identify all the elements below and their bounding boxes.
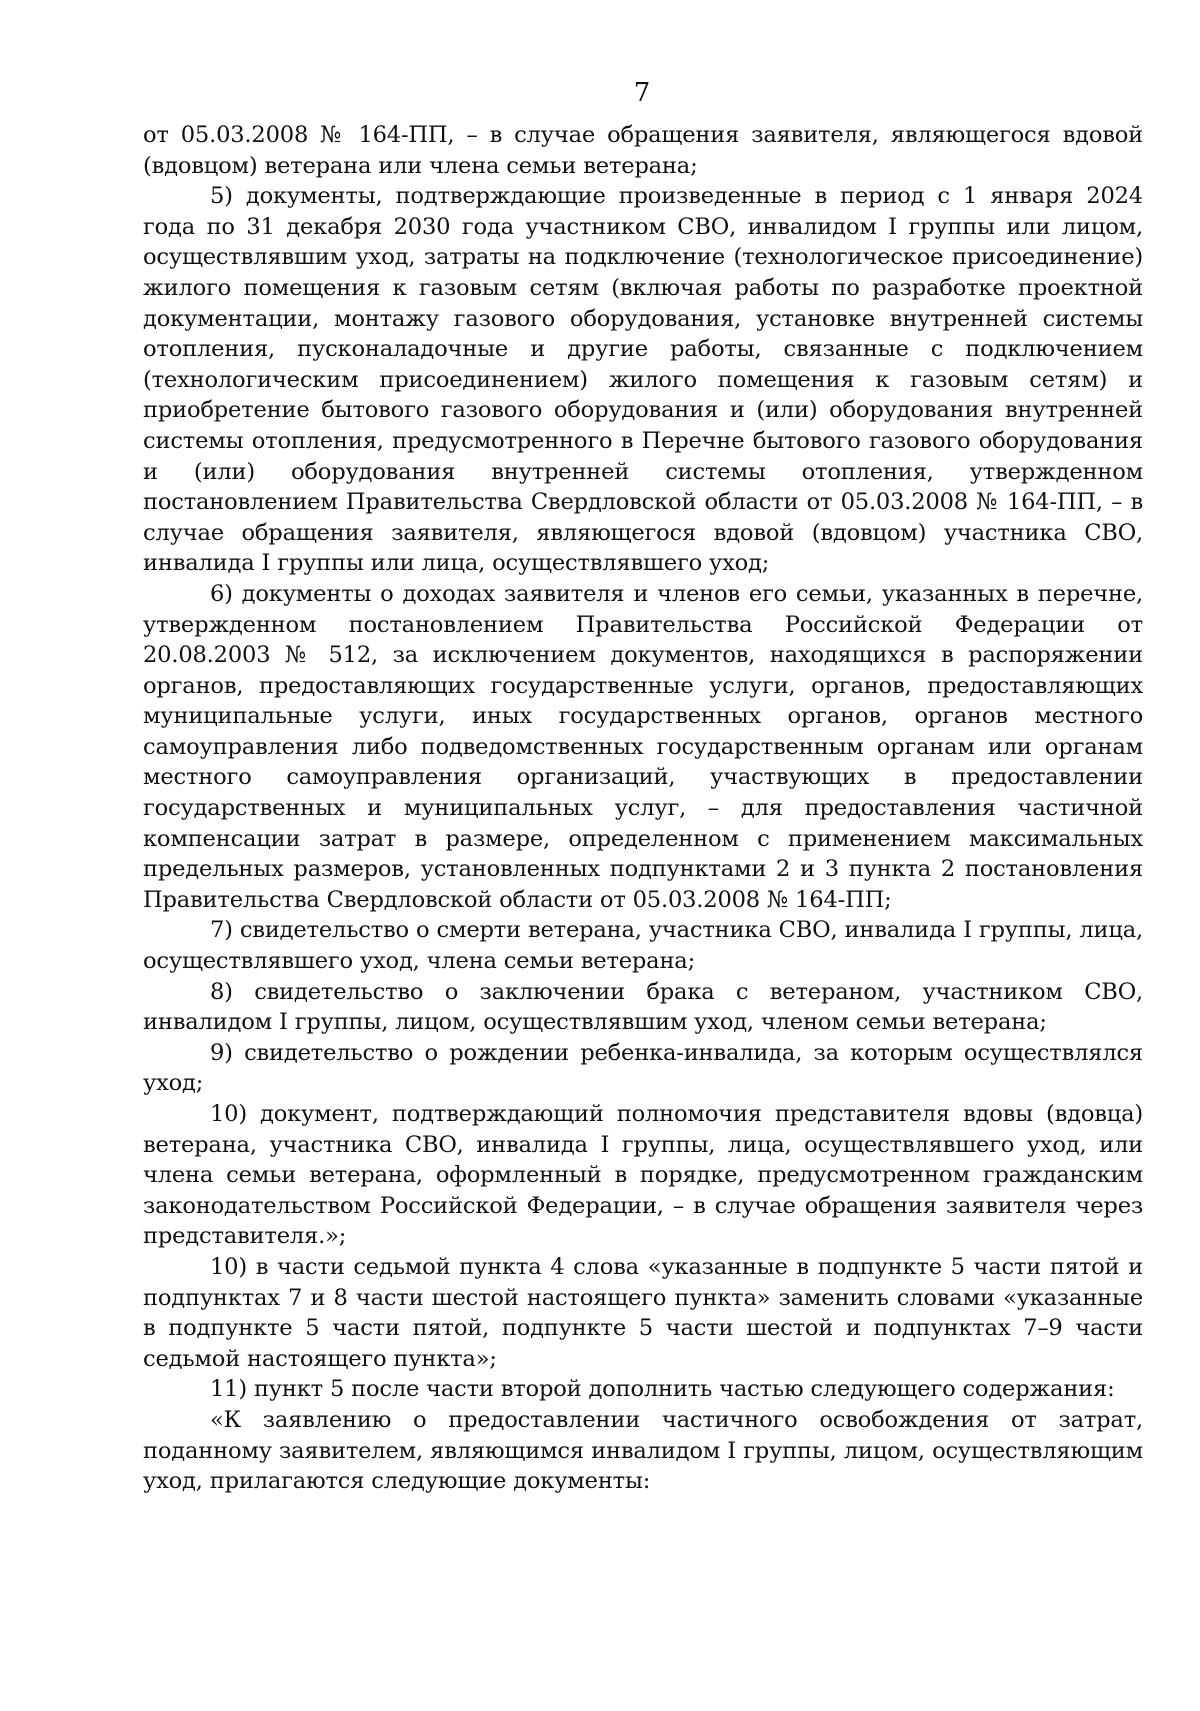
paragraph-new-part: «К заявлению о предоставлении частичного освобождения от затрат, поданному заявителем, являющимся инвалидом I группы, лицом, осуществляющим уход, прилагаются следующие документы: bbox=[143, 1406, 1143, 1495]
paragraph-amendment-10: 10) в части седьмой пункта 4 слова «указанные в подпункте 5 части пятой и подпунктах 7 и 8 части шестой настоящего пункта» заменить словами «указанные в подпункте 5 части пятой, подпункте 5 части шестой и подпунктах 7–9 части седьмой настоящего пункта»; bbox=[143, 1253, 1143, 1372]
paragraph-item-6: 6) документы о доходах заявителя и членов его семьи, указанных в перечне, утвержденном постановлением Правительства Российской Федерации от 20.08.2003 № 512, за исключением документов, находящихся в распоряжении органов, предоставляющих государственные услуги, органов, предоставляющих муниципальные услуги, иных государственных органов, органов местного самоуправления либо подведомственных государственным органам или органам местного самоуправления организаций, участвующих в предоставлении государственных и муниципальных услуг, – для предоставления частичной компенсации затрат в размере, определенном с применением максимальных предельных размеров, установленных подпунктами 2 и 3 пункта 2 постановления Правительства Свердловской области от 05.03.2008 № 164-ПП; bbox=[143, 580, 1143, 913]
paragraph-item-5: 5) документы, подтверждающие произведенные в период с 1 января 2024 года по 31 декабря 2030 года участником СВО, инвалидом I группы или лицом, осуществлявшим уход, затраты на подключение (технологическое присоединение) жилого помещения к газовым сетям (включая работы по разработке проектной документации, монтажу газового оборудования, установке внутренней системы отопления, пусконаладочные и другие работы, связанные с подключением (технологическим присоединением) жилого помещения к газовым сетям) и приобретение бытового газового оборудования и (или) оборудования внутренней системы отопления, предусмотренного в Перечне бытового газового оборудования и (или) оборудования внутренней системы отопления, утвержденном постановлением Правительства Свердловской области от 05.03.2008 № 164-ПП, – в случае обращения заявителя, являющегося вдовой (вдовцом) участника СВО, инвалида I группы или лица, осуществлявшего уход; bbox=[143, 183, 1143, 577]
document-body bbox=[143, 120, 1143, 1497]
paragraph-amendment-11: 11) пункт 5 после части второй дополнить частью следующего содержания: bbox=[210, 1376, 1115, 1403]
paragraph-item-7: 7) свидетельство о смерти ветерана, участника СВО, инвалида I группы, лица, осуществлявшего уход, члена семьи ветерана; bbox=[143, 917, 1143, 975]
paragraph-item-8: 8) свидетельство о заключении брака с ветераном, участником СВО, инвалидом I группы, лицом, осуществлявшим уход, членом семьи ветерана; bbox=[143, 978, 1143, 1036]
paragraph-item-10: 10) документ, подтверждающий полномочия представителя вдовы (вдовца) ветерана, участника СВО, инвалида I группы, лица, осуществлявшего уход, или члена семьи ветерана, оформленный в порядке, предусмотренном гражданским законодательством Российской Федерации, – в случае обращения заявителя через представителя.»; bbox=[143, 1101, 1143, 1250]
paragraph-continuation: от 05.03.2008 № 164-ПП, – в случае обращения заявителя, являющегося вдовой (вдовцом) ветерана или члена семьи ветерана; bbox=[143, 122, 1143, 179]
page-number: 7 bbox=[633, 78, 651, 108]
paragraph-item-9: 9) свидетельство о рождении ребенка-инвалида, за которым осуществлялся уход; bbox=[143, 1039, 1143, 1097]
